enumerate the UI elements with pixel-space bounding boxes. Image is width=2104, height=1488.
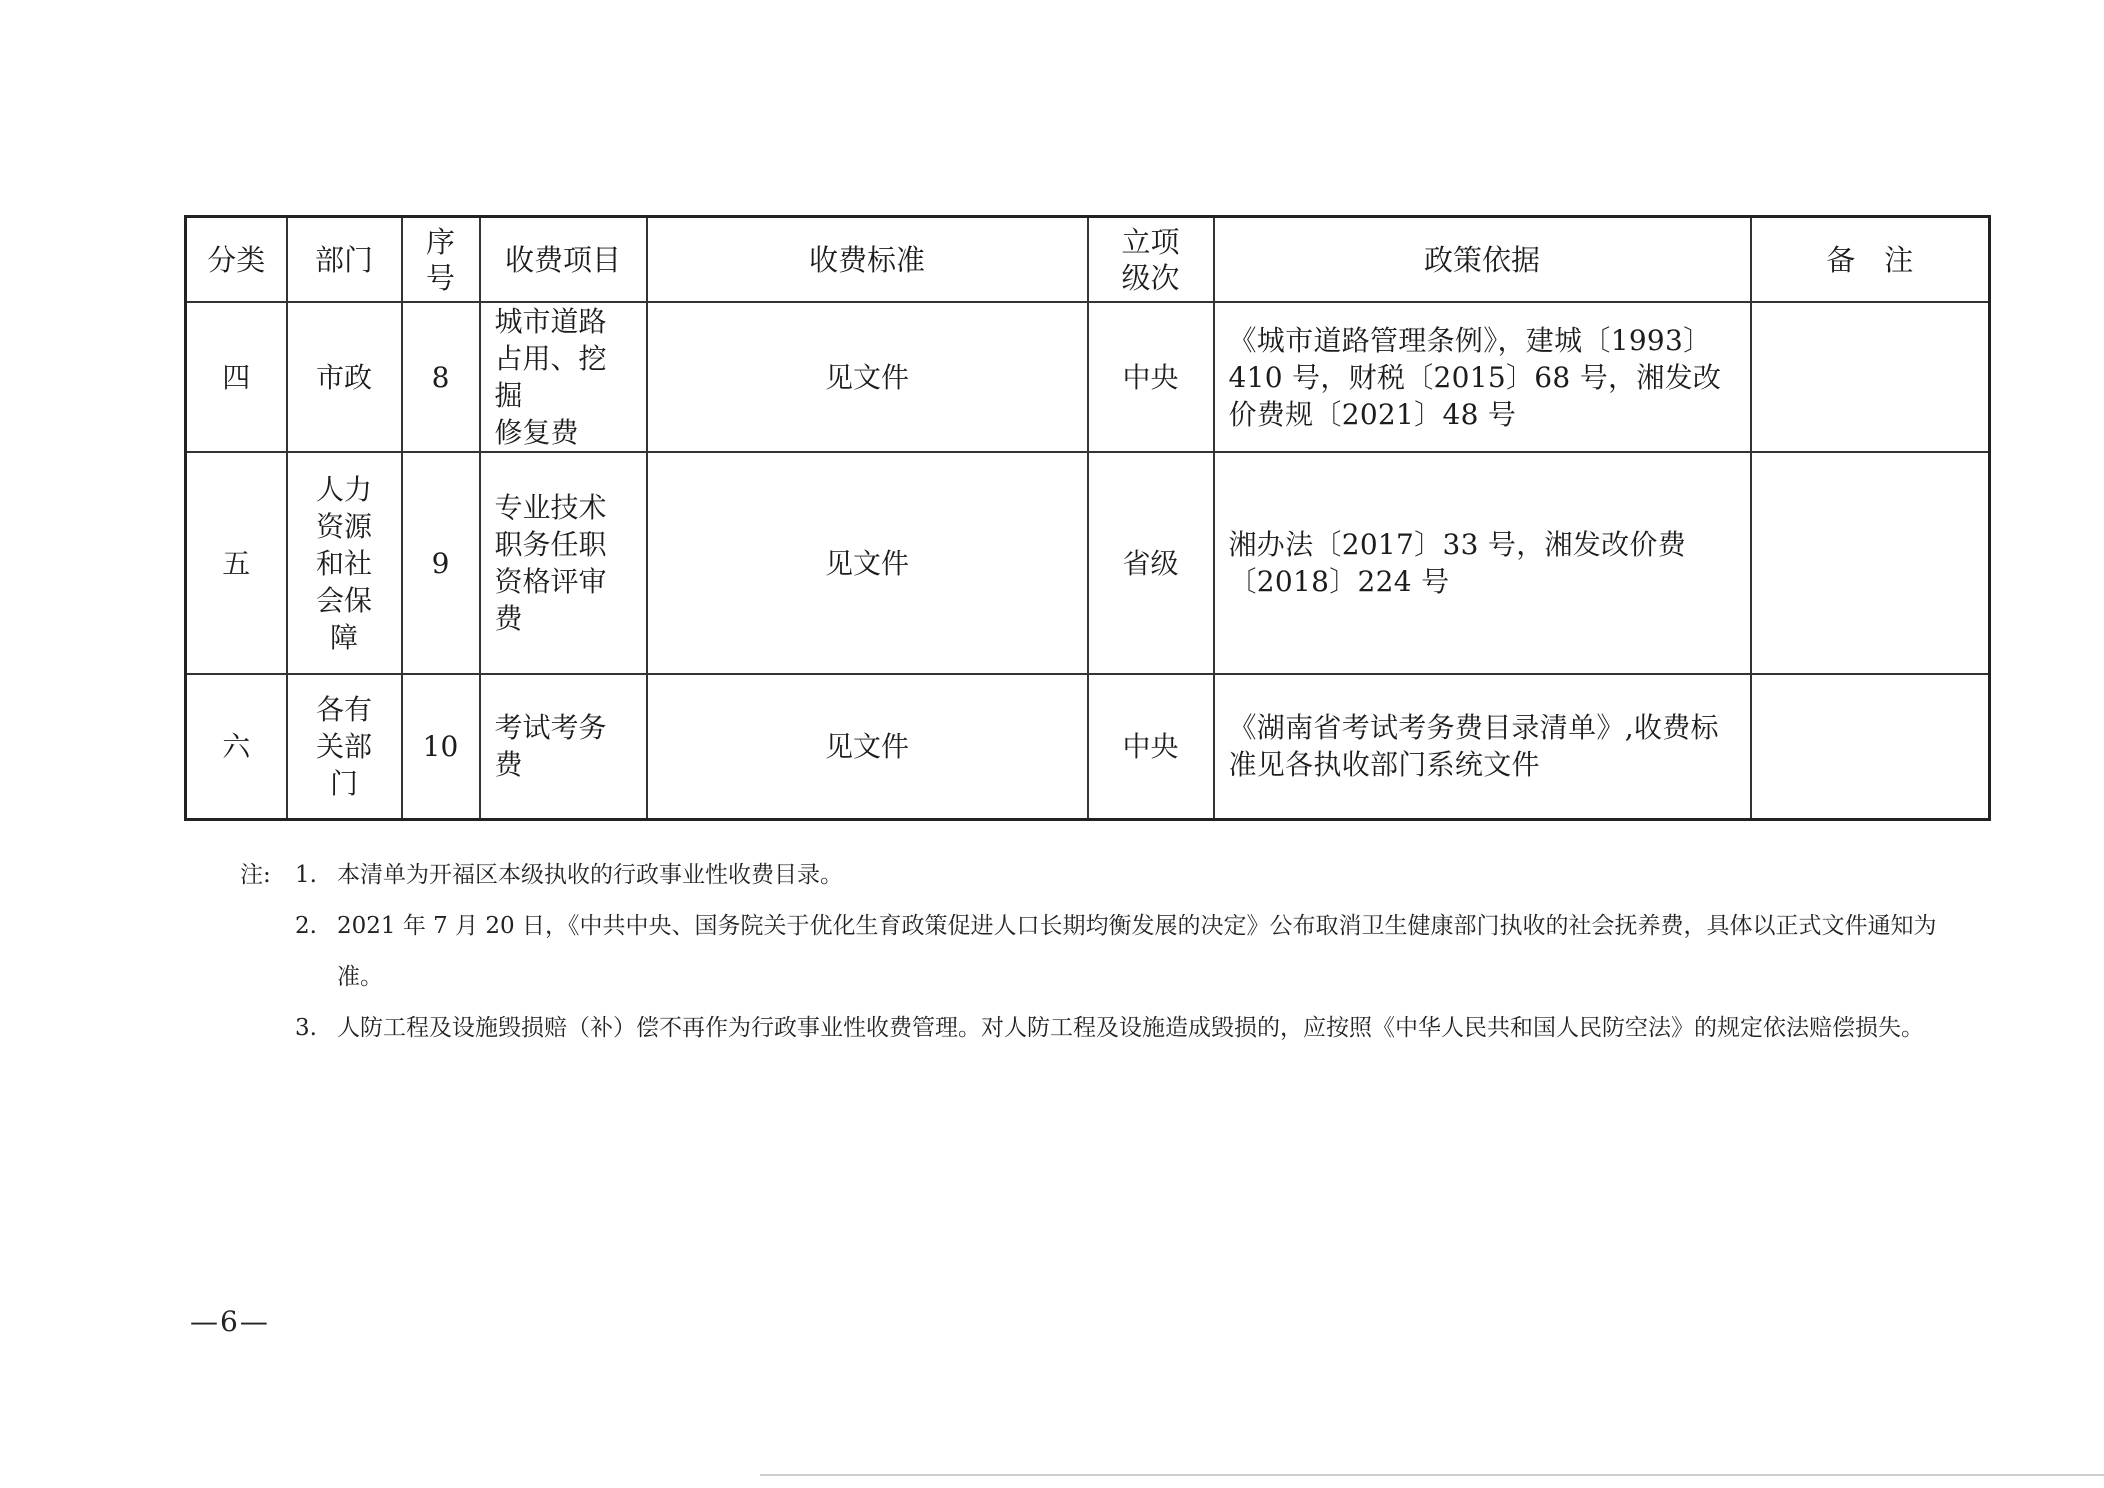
note-text: 人防工程及设施毁损赔（补）偿不再作为行政事业性收费管理。对人防工程及设施造成毁损的，应按照《中华人民共和国人民防空法》的规定依法赔偿损失。 xyxy=(337,1015,1924,1041)
cell-remarks xyxy=(1751,302,1990,452)
header-department: 部门 xyxy=(287,217,402,303)
cell-item: 专业技术 职务任职 资格评审 费 xyxy=(480,452,647,674)
cell-seq: 10 xyxy=(402,674,480,819)
header-remarks: 备 注 xyxy=(1751,217,1990,303)
notes-label: 注: xyxy=(240,862,271,888)
header-seq: 序号 xyxy=(402,217,480,303)
cell-standard: 见文件 xyxy=(647,452,1088,674)
cell-seq: 8 xyxy=(402,302,480,452)
notes-section xyxy=(240,850,1940,1054)
note-number: 2. xyxy=(295,913,317,939)
table-row xyxy=(186,674,1990,819)
fee-catalog-table xyxy=(184,215,1991,821)
cell-item: 城市道路 占用、挖掘 修复费 xyxy=(480,302,647,452)
cell-standard: 见文件 xyxy=(647,302,1088,452)
scan-edge-line xyxy=(760,1474,2104,1476)
header-basis: 政策依据 xyxy=(1214,217,1751,303)
note-text: 2021 年 7 月 20 日，《中共中央、国务院关于优化生育政策促进人口长期均衡发展的决定》公布取消卫生健康部门执收的社会抚养费，具体以正式文件通知为准。 xyxy=(337,913,1937,990)
cell-level: 中央 xyxy=(1088,674,1214,819)
cell-department: 人力 资源 和社 会保 障 xyxy=(287,452,402,674)
cell-category: 五 xyxy=(186,452,287,674)
note-number: 1. xyxy=(295,862,317,888)
cell-remarks xyxy=(1751,452,1990,674)
page-number: —6— xyxy=(190,1305,270,1338)
note-item xyxy=(240,901,1940,1003)
cell-standard: 见文件 xyxy=(647,674,1088,819)
cell-item: 考试考务 费 xyxy=(480,674,647,819)
cell-seq: 9 xyxy=(402,452,480,674)
note-item xyxy=(240,850,1940,901)
header-standard: 收费标准 xyxy=(647,217,1088,303)
cell-category: 六 xyxy=(186,674,287,819)
cell-basis: 湘办法〔2017〕33 号，湘发改价费〔2018〕224 号 xyxy=(1214,452,1751,674)
cell-department: 各有 关部 门 xyxy=(287,674,402,819)
header-item: 收费项目 xyxy=(480,217,647,303)
cell-level: 省级 xyxy=(1088,452,1214,674)
table-header-row xyxy=(186,217,1990,303)
cell-basis: 《城市道路管理条例》，建城〔1993〕410 号，财税〔2015〕68 号，湘发改价费规〔2021〕48 号 xyxy=(1214,302,1751,452)
cell-remarks xyxy=(1751,674,1990,819)
cell-basis: 《湖南省考试考务费目录清单》,收费标准见各执收部门系统文件 xyxy=(1214,674,1751,819)
cell-level: 中央 xyxy=(1088,302,1214,452)
note-item xyxy=(240,1003,1940,1054)
table-row xyxy=(186,302,1990,452)
table-row xyxy=(186,452,1990,674)
header-level: 立项 级次 xyxy=(1088,217,1214,303)
header-category: 分类 xyxy=(186,217,287,303)
cell-category: 四 xyxy=(186,302,287,452)
note-number: 3. xyxy=(295,1015,317,1041)
note-text: 本清单为开福区本级执收的行政事业性收费目录。 xyxy=(337,862,843,888)
cell-department: 市政 xyxy=(287,302,402,452)
